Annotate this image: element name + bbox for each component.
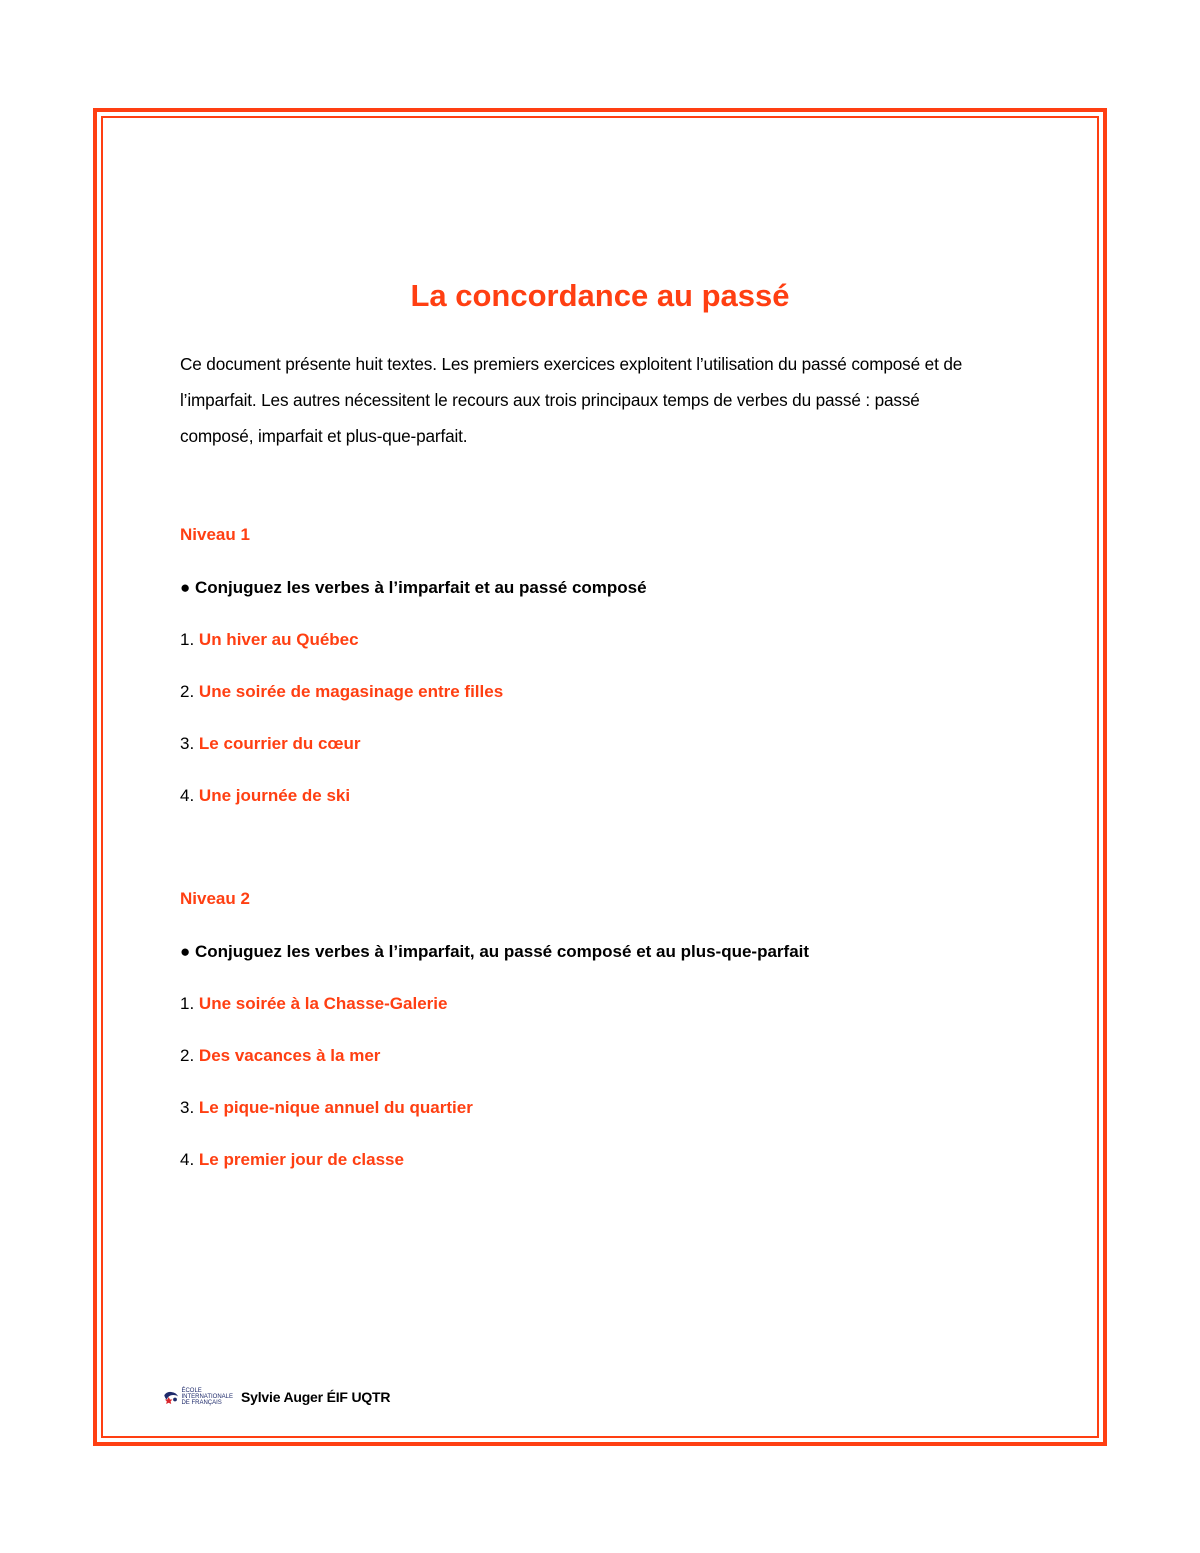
logo-text [181, 1388, 233, 1406]
globe-star-icon [163, 1385, 179, 1409]
item-number: 2. [180, 682, 195, 701]
document-title: La concordance au passé [410, 278, 790, 313]
exercise-link-premier-jour-de-classe[interactable]: Le premier jour de classe [198, 1150, 404, 1169]
exercise-link-chasse-galerie[interactable]: Une soirée à la Chasse-Galerie [198, 994, 448, 1013]
level-2-heading: Niveau 2 [180, 889, 250, 908]
item-number: 2. [180, 1046, 195, 1065]
list-item [180, 786, 350, 806]
list-item [180, 630, 359, 650]
footer [163, 1384, 390, 1410]
item-number: 4. [180, 1150, 195, 1169]
exercise-link-vacances-a-la-mer[interactable]: Des vacances à la mer [198, 1046, 381, 1065]
item-number: 3. [180, 734, 195, 753]
exercise-link-soiree-magasinage[interactable]: Une soirée de magasinage entre filles [198, 682, 504, 701]
intro-paragraph: Ce document présente huit textes. Les premiers exercices exploitent l’utilisation du passé composé et de l’imparfait. Les autres nécessitent le recours aux trois principaux temps de verbes du passé : passé composé, imparfait et plus-que-parfait. [180, 354, 963, 446]
logo-line: DE FRANÇAIS [181, 1400, 222, 1406]
author-credit: Sylvie Auger ÉIF UQTR [241, 1389, 391, 1405]
list-item [180, 1046, 380, 1066]
list-item [180, 682, 503, 702]
list-item [180, 1098, 473, 1118]
list-item [180, 1150, 404, 1170]
exercise-link-pique-nique[interactable]: Le pique-nique annuel du quartier [198, 1098, 473, 1117]
level-1-heading: Niveau 1 [180, 525, 250, 544]
logo-line: ÉCOLE [181, 1388, 202, 1394]
list-item [180, 734, 360, 754]
exercise-link-journee-de-ski[interactable]: Une journée de ski [198, 786, 351, 805]
page-border-inner [101, 116, 1099, 1438]
item-number: 1. [180, 630, 195, 649]
item-number: 4. [180, 786, 195, 805]
exercise-link-un-hiver-au-quebec[interactable]: Un hiver au Québec [198, 630, 359, 649]
item-number: 3. [180, 1098, 195, 1117]
exercise-link-courrier-du-coeur[interactable]: Le courrier du cœur [198, 734, 361, 753]
level-2-instruction: ● Conjuguez les verbes à l’imparfait, au passé composé et au plus-que-parfait [180, 942, 810, 961]
logo-line: INTERNATIONALE [181, 1394, 233, 1400]
ecole-internationale-logo-icon [163, 1384, 233, 1410]
level-1-instruction: ● Conjuguez les verbes à l’imparfait et au passé composé [180, 578, 647, 597]
list-item [180, 994, 447, 1014]
item-number: 1. [180, 994, 195, 1013]
